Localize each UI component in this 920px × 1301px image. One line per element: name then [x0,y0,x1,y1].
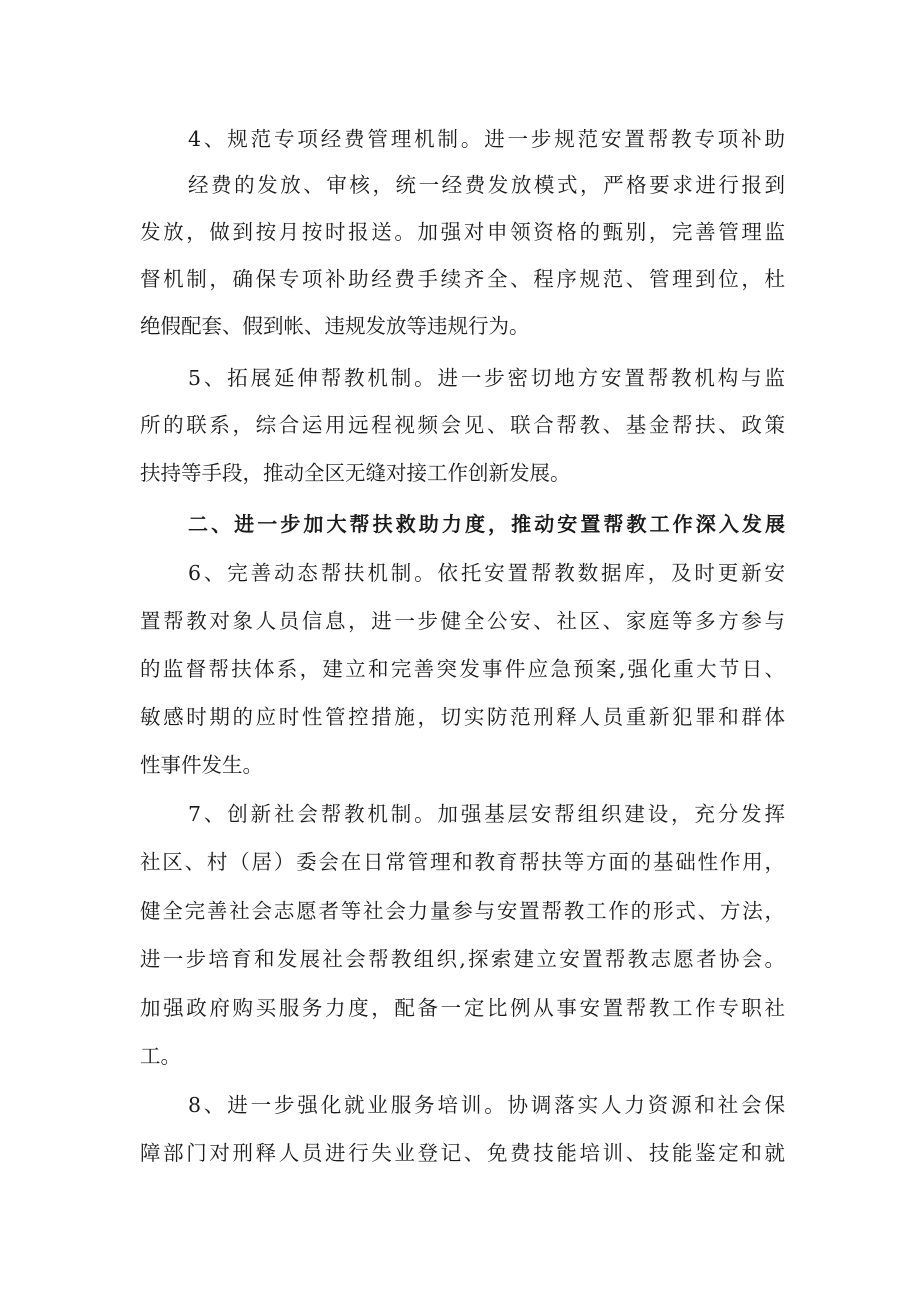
paragraph-4-line-2: 经费的发放、审核，统一经费发放模式，严格要求进行报到 [188,173,785,197]
paragraph-6-line-5: 性事件发生。 [140,753,263,777]
section-heading-2: 二、进一步加大帮扶救助力度，推动安置帮教工作深入发展 [188,512,785,536]
paragraph-7-line-4: 进一步培育和发展社会帮教组织,探索建立安置帮教志愿者协会。 [140,947,785,971]
paragraph-6-line-2: 置帮教对象人员信息，进一步健全公安、社区、家庭等多方参与 [140,609,785,633]
paragraph-5-line-1: 5、拓展延伸帮教机制。进一步密切地方安置帮教机构与监 [188,366,785,390]
paragraph-6-line-4: 敏感时期的应时性管控措施，切实防范刑释人员重新犯罪和群体 [140,705,785,729]
paragraph-8-line-1: 8、进一步强化就业服务培训。协调落实人力资源和社会保 [188,1093,785,1117]
paragraph-8-line-2: 障部门对刑释人员进行失业登记、免费技能培训、技能鉴定和就 [140,1141,785,1165]
paragraph-5-line-2: 所的联系，综合运用远程视频会见、联合帮教、基金帮扶、政策 [140,413,785,437]
paragraph-7-line-1: 7、创新社会帮教机制。加强基层安帮组织建设，充分发挥 [188,802,785,826]
paragraph-4-line-4: 督机制，确保专项补助经费手续齐全、程序规范、管理到位，杜 [140,267,785,291]
paragraph-7-line-3: 健全完善社会志愿者等社会力量参与安置帮教工作的形式、方法， [140,899,785,923]
paragraph-7-line-6: 工。 [140,1044,181,1068]
paragraph-7-line-5: 加强政府购买服务力度，配备一定比例从事安置帮教工作专职社 [140,996,785,1020]
paragraph-5-line-3: 扶持等手段，推动全区无缝对接工作创新发展。 [140,461,571,485]
paragraph-4-line-1: 4、规范专项经费管理机制。进一步规范安置帮教专项补助 [188,127,785,151]
paragraph-6-line-3: 的监督帮扶体系，建立和完善突发事件应急预案,强化重大节日、 [140,657,785,681]
paragraph-4-line-3: 发放，做到按月按时报送。加强对申领资格的甄别，完善管理监 [140,220,785,244]
paragraph-7-line-2: 社区、村（居）委会在日常管理和教育帮扶等方面的基础性作用， [140,850,785,874]
paragraph-6-line-1: 6、完善动态帮扶机制。依托安置帮教数据库，及时更新安 [188,561,785,585]
paragraph-4-line-5: 绝假配套、假到帐、违规发放等违规行为。 [140,314,530,338]
